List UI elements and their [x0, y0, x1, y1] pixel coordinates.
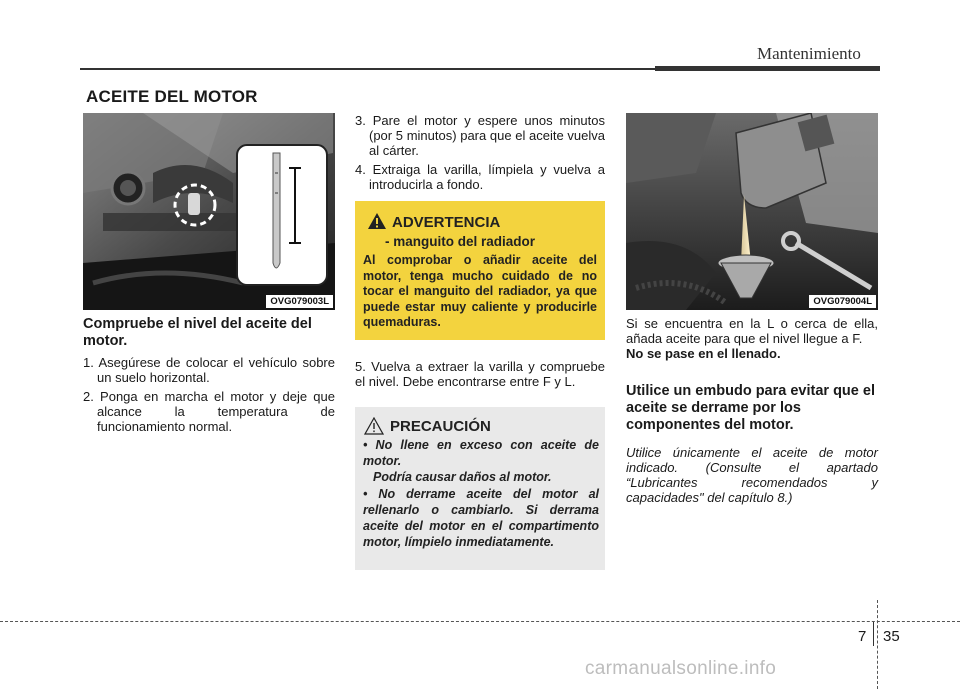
footer-vertical-line	[877, 600, 878, 689]
col3-paragraph	[626, 316, 878, 361]
col2-steps	[355, 113, 605, 196]
figure-code-left: OVG079003L	[266, 295, 333, 308]
chapter-number: 7	[858, 628, 867, 645]
caution-title: PRECAUCIÓN	[390, 418, 491, 435]
figure-code-right: OVG079004L	[809, 295, 876, 308]
oil-funnel-illustration	[626, 113, 878, 310]
page-separator	[873, 622, 874, 646]
footer-dashed-line	[0, 621, 960, 622]
header-rule-accent	[655, 66, 880, 71]
caution-triangle-icon	[364, 417, 384, 435]
step-3: 3. Pare el motor y espere unos minutos (por 5 minutos) para que el aceite vuelva al cárter.	[355, 113, 605, 158]
col3-italic-note: Utilice únicamente el aceite de motor indicado. (Consulte el apartado “Lubricantes recomendados y capacidades" del capítulo 8.)	[626, 445, 878, 505]
page-heading: ACEITE DEL MOTOR	[86, 87, 258, 106]
col3-paragraph-text: Si se encuentra en la L o cerca de ella, añada aceite para que el nivel llegue a F.	[626, 316, 878, 346]
caution-item-1-note: Podría causar daños al motor.	[373, 470, 552, 484]
warning-title: ADVERTENCIA	[392, 214, 501, 231]
caution-item-2: • No derrame aceite del motor al rellenarlo o cambiarlo. Si derrama aceite del motor en el compartimento motor, límpielo inmediatamente.	[363, 487, 599, 549]
funnel-subheading: Utilice un embudo para evitar que el aceite se derrame por los componentes del motor.	[626, 383, 875, 433]
caution-item-1: • No llene en exceso con aceite de motor.	[363, 438, 599, 468]
engine-dipstick-illustration	[83, 113, 335, 310]
col1-steps	[83, 355, 335, 438]
step-1: 1. Asegúrese de colocar el vehículo sobre un suelo horizontal.	[83, 355, 335, 385]
page-number: 35	[883, 628, 900, 645]
engine-dipstick-figure	[83, 113, 335, 310]
check-oil-subheading: Compruebe el nivel del aceite del motor.	[83, 316, 312, 349]
section-header: Mantenimiento	[757, 44, 861, 63]
warning-body: Al comprobar o añadir aceite del motor, tenga mucho cuidado de no tocar el manguito del radiador, ya que puede estar muy caliente y producirle quemaduras.	[363, 253, 597, 329]
oil-funnel-figure	[626, 113, 878, 310]
warning-triangle-icon	[367, 212, 387, 230]
step-5: 5. Vuelva a extraer la varilla y compruebe el nivel. Debe encontrarse entre F y L.	[355, 359, 605, 389]
col3-paragraph-bold: No se pase en el llenado.	[626, 346, 781, 361]
step-4: 4. Extraiga la varilla, límpiela y vuelva a introducirla a fondo.	[355, 162, 605, 192]
step-2: 2. Ponga en marcha el motor y deje que alcance la temperatura de funcionamiento normal.	[83, 389, 335, 434]
watermark: carmanualsonline.info	[585, 658, 777, 679]
warning-subtitle: - manguito del radiador	[385, 234, 536, 249]
